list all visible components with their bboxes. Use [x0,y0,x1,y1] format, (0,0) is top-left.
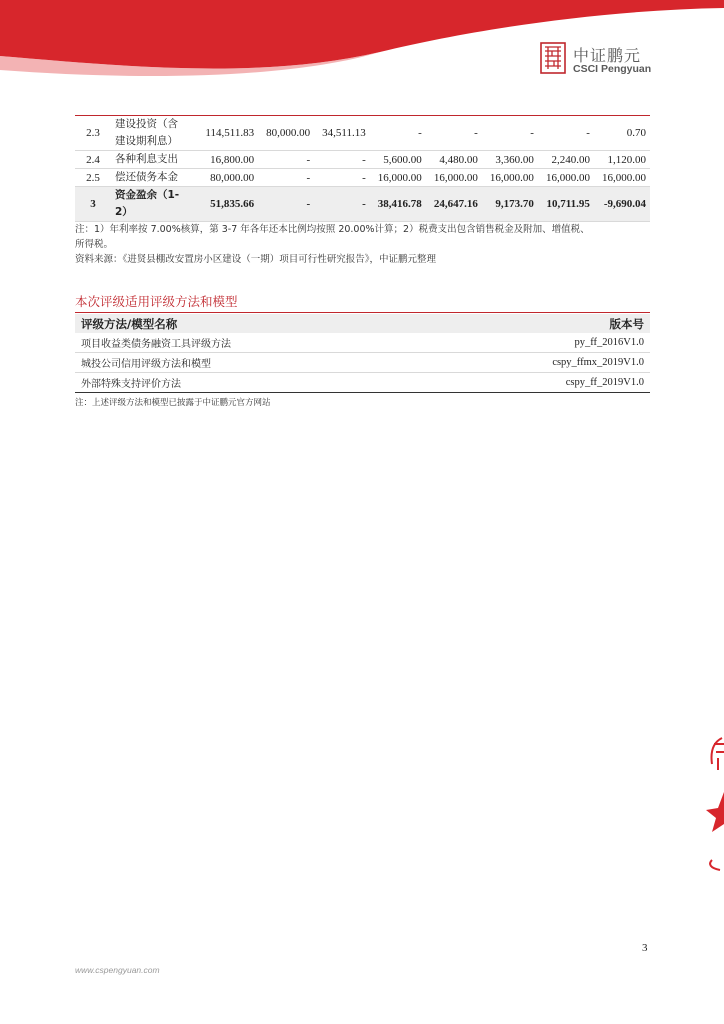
row-name: 偿还债务本金 [111,169,197,187]
cashflow-table [75,116,650,222]
cell: -9,690.04 [594,187,650,222]
row-index: 2.5 [75,169,111,187]
row-index: 2.4 [75,151,111,169]
cell: - [482,116,538,151]
cell: 16,000.00 [482,169,538,187]
cell: 10,711.95 [538,187,594,222]
method-version: cspy_ffmx_2019V1.0 [426,353,650,373]
table-row [75,373,650,393]
cell: 16,000.00 [594,169,650,187]
method-version: cspy_ff_2019V1.0 [426,373,650,393]
rating-stamp-decoration [700,730,724,880]
method-name: 城投公司信用评级方法和模型 [75,353,426,373]
cell: - [426,116,482,151]
brand-name-cn: 中证鹏元 [573,46,642,65]
brand-logo [540,42,650,76]
method-name: 项目收益类债务融资工具评级方法 [75,333,426,353]
header-method-name: 评级方法/模型名称 [75,314,426,333]
cell: 16,800.00 [197,151,258,169]
cell: 0.70 [594,116,650,151]
cell: 1,120.00 [594,151,650,169]
section-rule [75,312,650,313]
cell: - [314,169,370,187]
cell: 114,511.83 [197,116,258,151]
methods-note: 注：上述评级方法和模型已披露于中证鹏元官方网站 [75,398,271,408]
source-note: 资料来源：《进贤县棚改安置房小区建设（一期）项目可行性研究报告》，中证鹏元整理 [75,254,437,265]
seal-icon [540,42,566,74]
cell: - [258,151,314,169]
cell: 3,360.00 [482,151,538,169]
cell: 2,240.00 [538,151,594,169]
cell: 51,835.66 [197,187,258,222]
row-name: 各种利息支出 [111,151,197,169]
row-name: 建设投资（含 建设期利息） [111,116,197,151]
cell: 80,000.00 [258,116,314,151]
methods-table [75,314,650,393]
cell: 9,173.70 [482,187,538,222]
method-name: 外部特殊支持评价方法 [75,373,426,393]
cell: 16,000.00 [538,169,594,187]
cell: 4,480.00 [426,151,482,169]
table-row [75,333,650,353]
cell: 16,000.00 [426,169,482,187]
row-name: 资金盈余（1- 2） [111,187,197,222]
table-row [75,169,650,187]
cell: 16,000.00 [370,169,426,187]
cell: 38,416.78 [370,187,426,222]
cell: 24,647.16 [426,187,482,222]
row-index: 3 [75,187,111,222]
table-note-line2: 所得税。 [75,239,114,250]
cell: - [370,116,426,151]
method-version: py_ff_2016V1.0 [426,333,650,353]
cell: 80,000.00 [197,169,258,187]
cell: 34,511.13 [314,116,370,151]
footer-url: www.cspengyuan.com [75,965,160,975]
cell: - [314,151,370,169]
table-header-row [75,314,650,333]
table-note-line1: 注：1）年利率按 7.00%核算，第 3-7 年各年还本比例均按照 20.00%计算；2）税费支出包含销售税金及附加、增值税、 [75,224,590,235]
header-version: 版本号 [426,314,650,333]
cell: 5,600.00 [370,151,426,169]
table-row [75,151,650,169]
row-index: 2.3 [75,116,111,151]
brand-name-en: CSCI Pengyuan [573,63,652,75]
cell: - [258,169,314,187]
cell: - [258,187,314,222]
page-number: 3 [642,942,648,954]
cell: - [314,187,370,222]
table-row [75,116,650,151]
table-row [75,353,650,373]
cell: - [538,116,594,151]
table-total-row [75,187,650,222]
section-title: 本次评级适用评级方法和模型 [75,294,238,309]
